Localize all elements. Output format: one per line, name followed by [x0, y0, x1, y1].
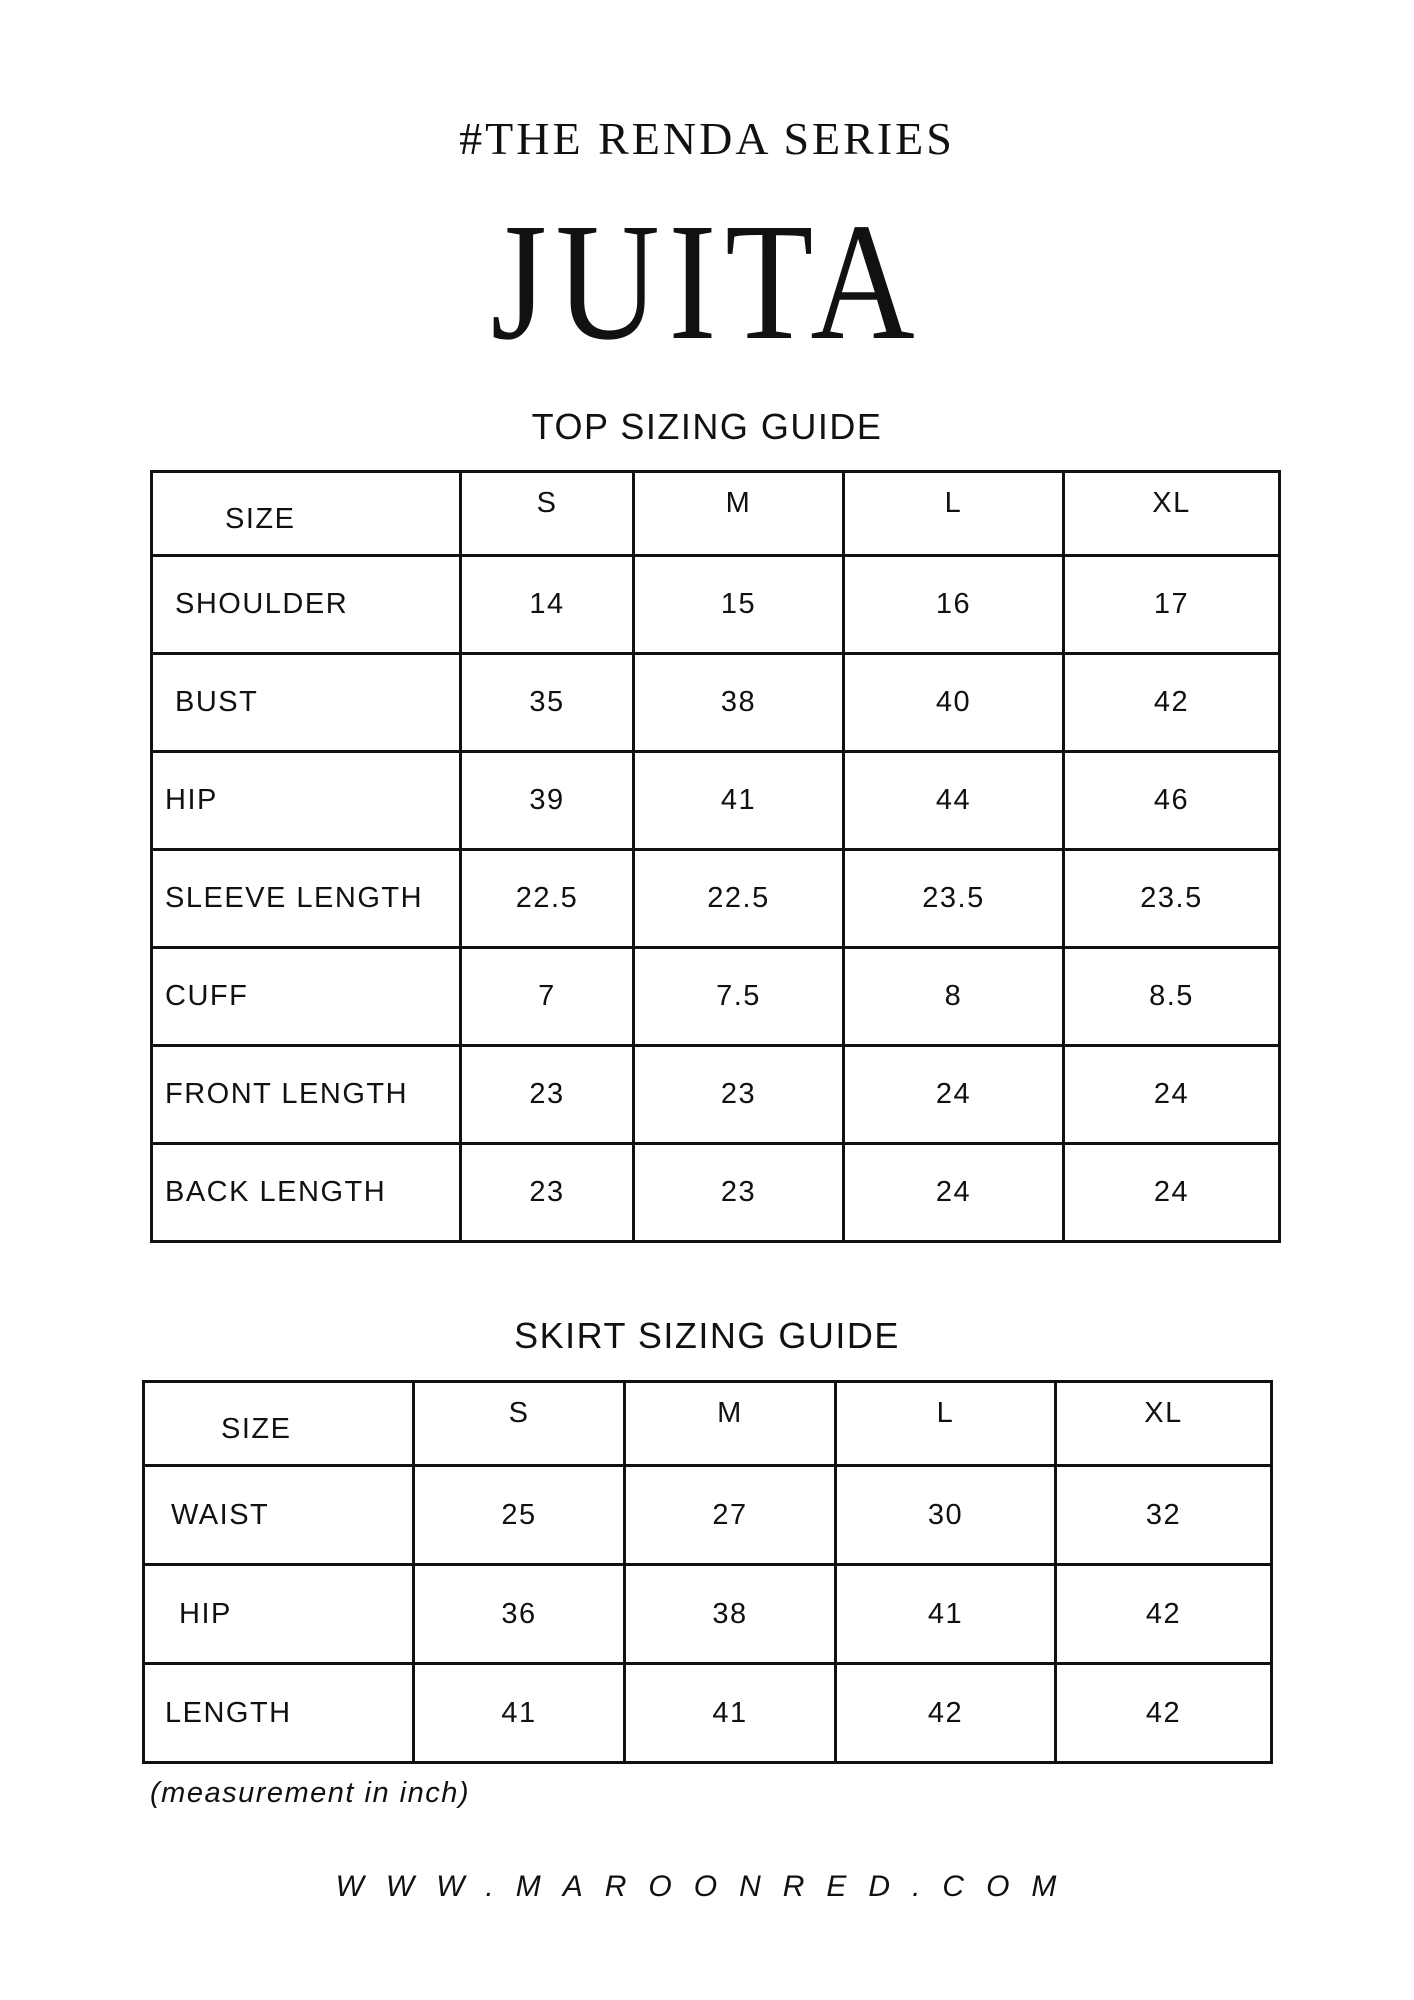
row-label: BACK LENGTH [152, 1144, 461, 1242]
size-s-header: S [414, 1382, 625, 1466]
table-cell: 8.5 [1064, 948, 1280, 1046]
table-cell: 24 [844, 1046, 1064, 1144]
size-header: SIZE [144, 1382, 414, 1466]
table-row [144, 1466, 1272, 1565]
size-xl-header: XL [1056, 1382, 1272, 1466]
table-cell: 24 [1064, 1144, 1280, 1242]
size-l-header: L [836, 1382, 1056, 1466]
row-label: SHOULDER [152, 556, 461, 654]
table-cell: 42 [1056, 1664, 1272, 1763]
size-l-header: L [844, 472, 1064, 556]
row-label: FRONT LENGTH [152, 1046, 461, 1144]
table-cell: 38 [625, 1565, 836, 1664]
table-row [152, 654, 1280, 752]
table-cell: 35 [461, 654, 634, 752]
table-cell: 42 [836, 1664, 1056, 1763]
table-cell: 40 [844, 654, 1064, 752]
size-m-header: M [634, 472, 844, 556]
table-cell: 23 [634, 1046, 844, 1144]
table-cell: 15 [634, 556, 844, 654]
table-cell: 42 [1064, 654, 1280, 752]
table-cell: 42 [1056, 1565, 1272, 1664]
table-cell: 23 [634, 1144, 844, 1242]
row-label: HIP [144, 1565, 414, 1664]
table-header-row [152, 472, 1280, 556]
size-m-header: M [625, 1382, 836, 1466]
skirt-sizing-table [142, 1380, 1273, 1764]
table-row [144, 1565, 1272, 1664]
table-row [152, 850, 1280, 948]
table-cell: 22.5 [461, 850, 634, 948]
table-cell: 44 [844, 752, 1064, 850]
size-header: SIZE [152, 472, 461, 556]
row-label: LENGTH [144, 1664, 414, 1763]
row-label: CUFF [152, 948, 461, 1046]
table-cell: 24 [1064, 1046, 1280, 1144]
table-cell: 46 [1064, 752, 1280, 850]
table-cell: 30 [836, 1466, 1056, 1565]
table-row [152, 752, 1280, 850]
top-sizing-guide-title: TOP SIZING GUIDE [531, 406, 883, 447]
table-cell: 24 [844, 1144, 1064, 1242]
table-cell: 39 [461, 752, 634, 850]
table-cell: 36 [414, 1565, 625, 1664]
table-row [152, 1144, 1280, 1242]
series-title: #THE RENDA SERIES [459, 113, 955, 164]
skirt-sizing-guide-title: SKIRT SIZING GUIDE [514, 1315, 900, 1356]
table-row [152, 1046, 1280, 1144]
website-url: WWW.MAROONRED.COM [335, 1870, 1079, 1903]
measurement-note: (measurement in inch) [150, 1777, 470, 1809]
table-row [152, 556, 1280, 654]
table-cell: 41 [836, 1565, 1056, 1664]
table-cell: 38 [634, 654, 844, 752]
table-cell: 23 [461, 1144, 634, 1242]
table-cell: 41 [414, 1664, 625, 1763]
table-cell: 23.5 [1064, 850, 1280, 948]
table-cell: 7.5 [634, 948, 844, 1046]
table-header-row [144, 1382, 1272, 1466]
table-cell: 27 [625, 1466, 836, 1565]
size-xl-header: XL [1064, 472, 1280, 556]
table-cell: 41 [625, 1664, 836, 1763]
table-cell: 8 [844, 948, 1064, 1046]
row-label: SLEEVE LENGTH [152, 850, 461, 948]
table-cell: 17 [1064, 556, 1280, 654]
table-cell: 14 [461, 556, 634, 654]
table-cell: 41 [634, 752, 844, 850]
top-sizing-table [150, 470, 1281, 1243]
table-cell: 23 [461, 1046, 634, 1144]
product-title: JUITA [490, 189, 924, 375]
table-row [152, 948, 1280, 1046]
table-cell: 25 [414, 1466, 625, 1565]
row-label: HIP [152, 752, 461, 850]
size-s-header: S [461, 472, 634, 556]
table-cell: 7 [461, 948, 634, 1046]
table-cell: 16 [844, 556, 1064, 654]
table-cell: 23.5 [844, 850, 1064, 948]
table-row [144, 1664, 1272, 1763]
table-cell: 22.5 [634, 850, 844, 948]
table-cell: 32 [1056, 1466, 1272, 1565]
row-label: WAIST [144, 1466, 414, 1565]
row-label: BUST [152, 654, 461, 752]
